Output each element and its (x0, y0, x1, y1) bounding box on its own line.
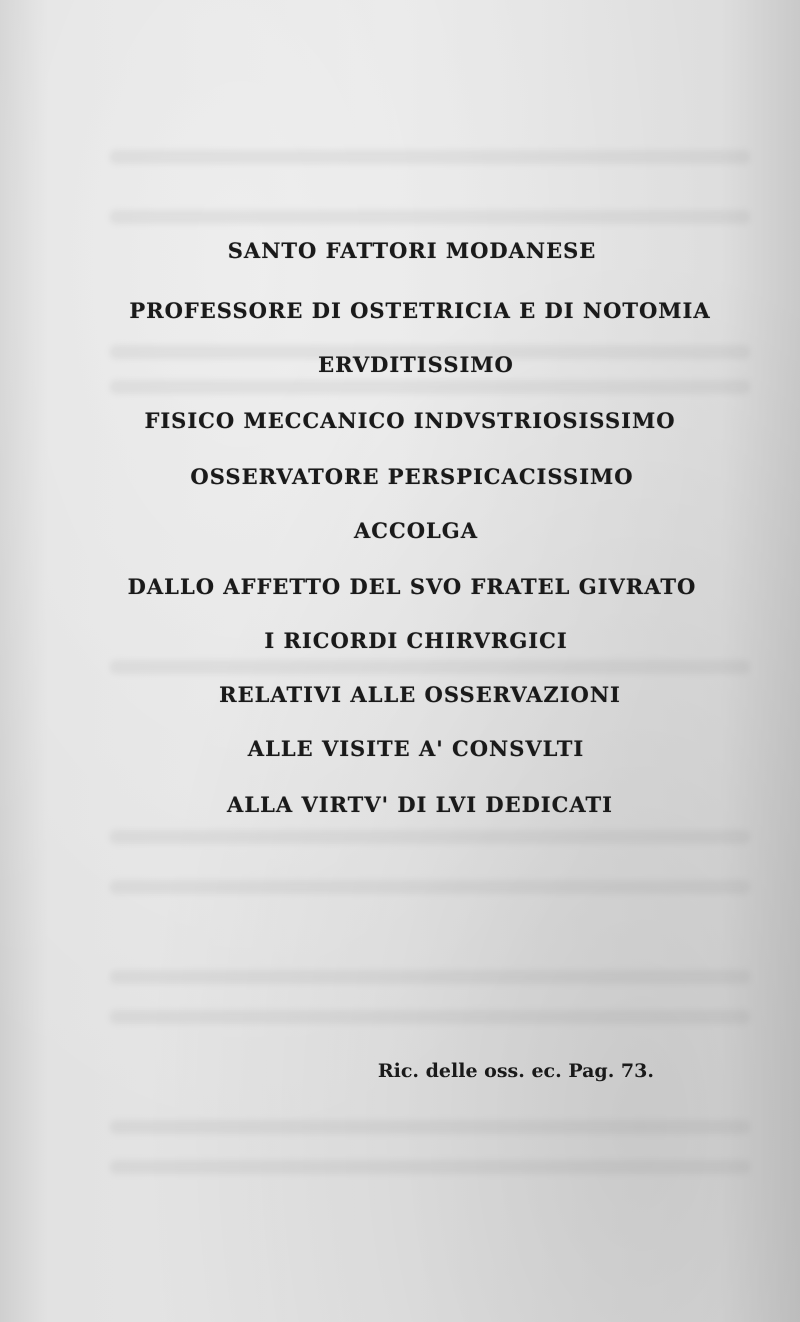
bleed-through-shade (110, 1010, 750, 1024)
dedication-line: RELATIVI ALLE OSSERVAZIONI (219, 682, 621, 707)
dedication-line: ALLA VIRTV' DI LVI DEDICATI (227, 792, 613, 817)
dedication-line: ALLE VISITE A' CONSVLTI (247, 736, 585, 761)
dedication-line: ERVDITISSIMO (318, 352, 514, 377)
bleed-through-shade (110, 880, 750, 894)
bleed-through-shade (110, 1160, 750, 1174)
dedication-line: OSSERVATORE PERSPICACISSIMO (190, 464, 634, 489)
bleed-through-shade (110, 660, 750, 674)
bleed-through-shade (110, 210, 750, 224)
bleed-through-shade (110, 150, 750, 164)
dedication-line: PROFESSORE DI OSTETRICIA E DI NOTOMIA (129, 298, 711, 323)
bleed-through-shade (110, 970, 750, 984)
bleed-through-shade (110, 830, 750, 844)
bleed-through-shade (110, 1120, 750, 1134)
dedication-line: FISICO MECCANICO INDVSTRIOSISSIMO (144, 408, 676, 433)
dedication-line: SANTO FATTORI MODANESE (227, 238, 597, 263)
dedication-line: DALLO AFFETTO DEL SVO FRATEL GIVRATO (127, 574, 697, 599)
dedication-line: I RICORDI CHIRVRGICI (264, 628, 568, 653)
bleed-through-shade (110, 380, 750, 394)
citation: Ric. delle oss. ec. Pag. 73. (377, 1060, 654, 1082)
dedication-line: ACCOLGA (353, 518, 478, 543)
